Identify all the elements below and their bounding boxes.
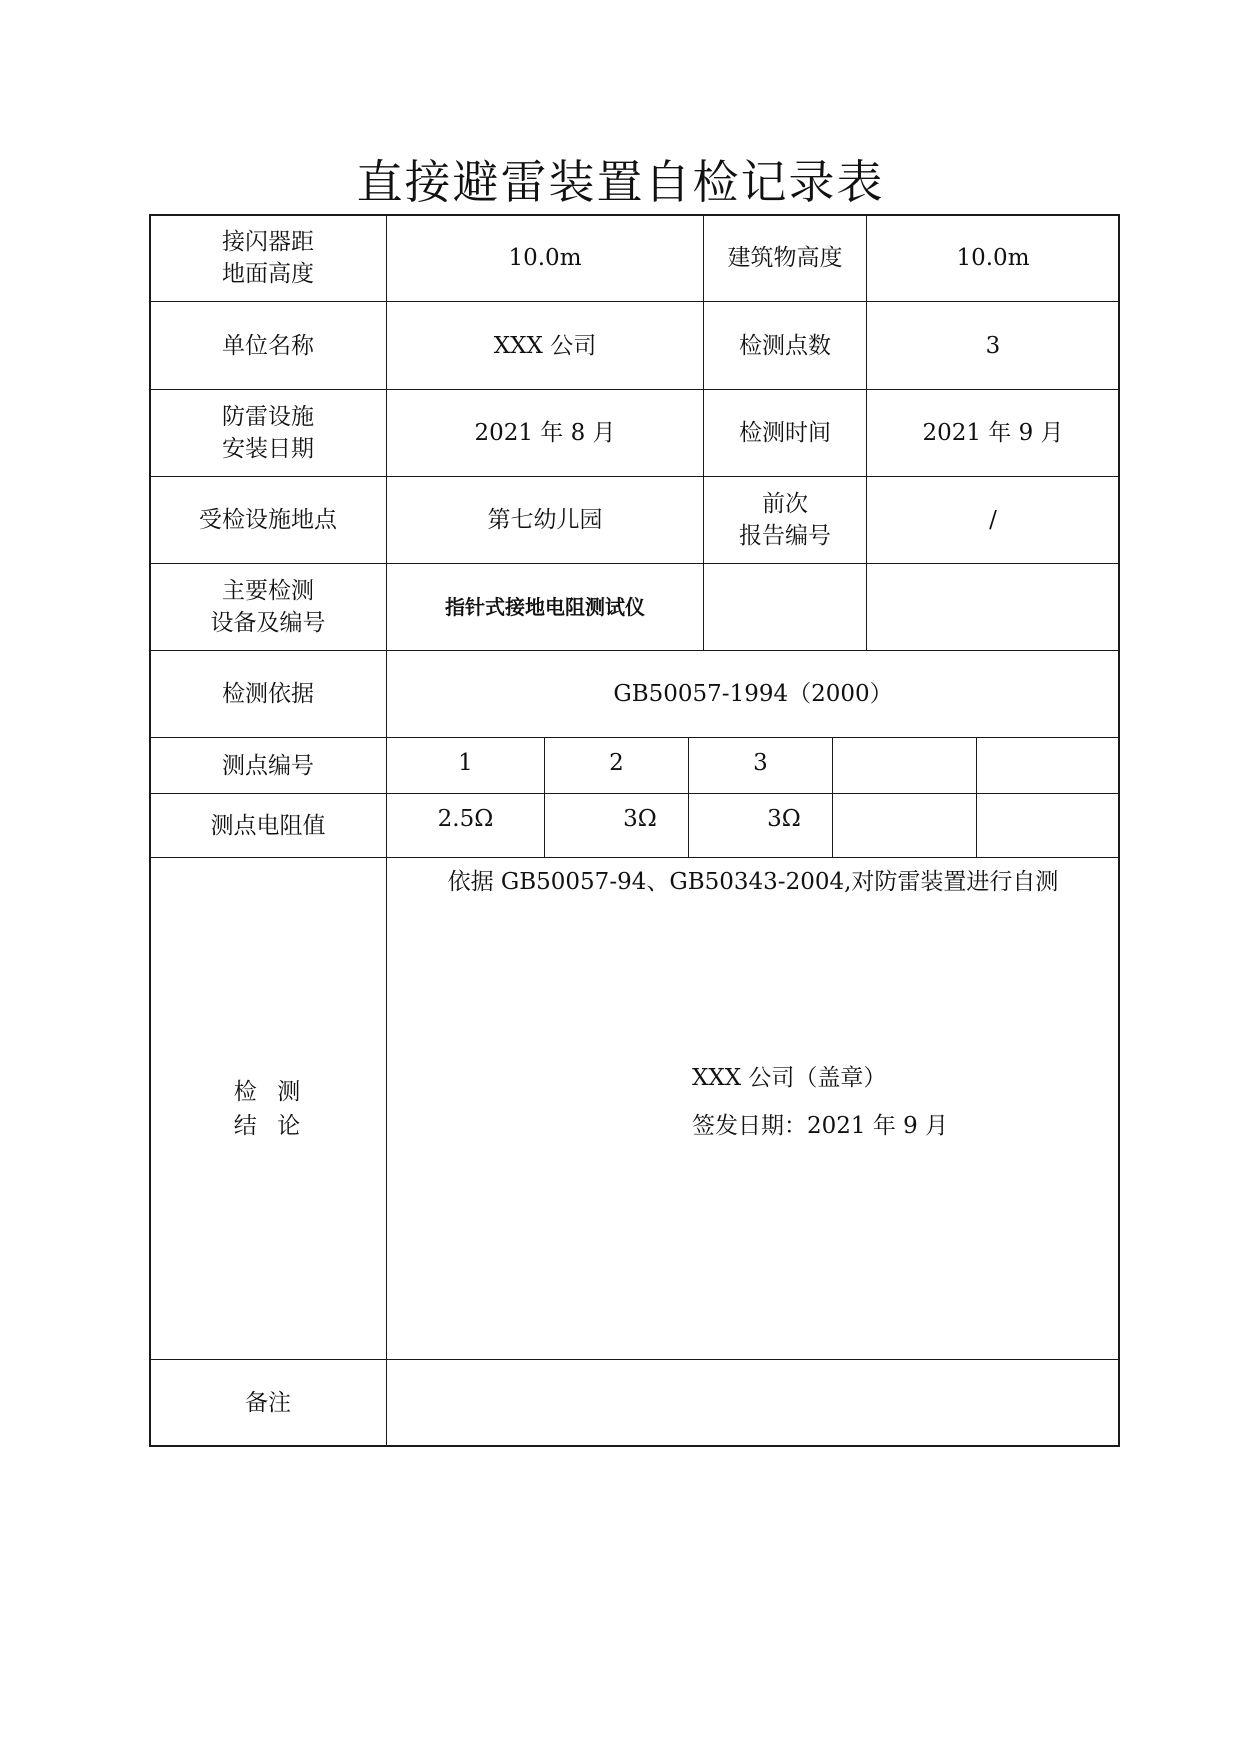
- point-number-cell: [833, 738, 976, 788]
- test-points-value: 3: [985, 332, 1001, 359]
- resistance-cell: 2.5Ω: [437, 806, 494, 832]
- resistance-cell: 3Ω: [767, 806, 801, 832]
- height-value: 10.0m: [508, 245, 582, 271]
- point-number-cell: [977, 738, 1119, 788]
- prev-report-label: 前次 报告编号: [739, 491, 831, 549]
- remark-label: 备注: [245, 1390, 291, 1416]
- test-time-value: 2021 年 9 月: [922, 420, 1064, 446]
- basis-label: 检测依据: [222, 681, 314, 707]
- conclusion-text: 依据 GB50057-94、GB50343-2004,对防雷装置进行自测: [447, 869, 1059, 895]
- height-label: 接闪器距 地面高度: [222, 229, 314, 287]
- unit-name-label: 单位名称: [222, 332, 314, 359]
- resistance-cell: 3Ω: [623, 806, 657, 832]
- point-number-cell: 2: [609, 750, 624, 776]
- install-date-label: 防雷设施 安装日期: [222, 404, 314, 462]
- basis-value: GB50057-1994（2000）: [613, 681, 893, 707]
- site-value: 第七幼儿园: [487, 507, 603, 533]
- point-number-cell: 1: [458, 750, 473, 776]
- remark-value: [387, 1360, 1119, 1446]
- install-date-value: 2021 年 8 月: [474, 420, 616, 446]
- building-height-value: 10.0m: [956, 245, 1030, 271]
- equipment-label: 主要检测 设备及编号: [210, 578, 326, 636]
- resistance-cell: [833, 794, 976, 844]
- resistance-cell: [977, 794, 1119, 844]
- page-title: 直接避雷装置自检记录表: [356, 155, 885, 209]
- test-points-label: 检测点数: [739, 332, 831, 359]
- point-number-cell: 3: [753, 750, 768, 776]
- point-number-label: 测点编号: [222, 752, 314, 779]
- prev-report-value: /: [989, 507, 997, 533]
- building-height-label: 建筑物高度: [727, 245, 843, 271]
- unit-name-value: XXX 公司: [493, 332, 597, 359]
- resistance-label: 测点电阻值: [210, 812, 326, 839]
- site-label: 受检设施地点: [199, 507, 337, 533]
- conclusion-label: 检 测 结 论: [233, 1078, 303, 1139]
- issue-date: 签发日期：2021 年 9 月: [692, 1113, 949, 1139]
- equipment-value: 指针式接地电阻测试仪: [445, 595, 645, 619]
- company-seal: XXX 公司（盖章）: [692, 1065, 887, 1091]
- test-time-label: 检测时间: [739, 420, 831, 446]
